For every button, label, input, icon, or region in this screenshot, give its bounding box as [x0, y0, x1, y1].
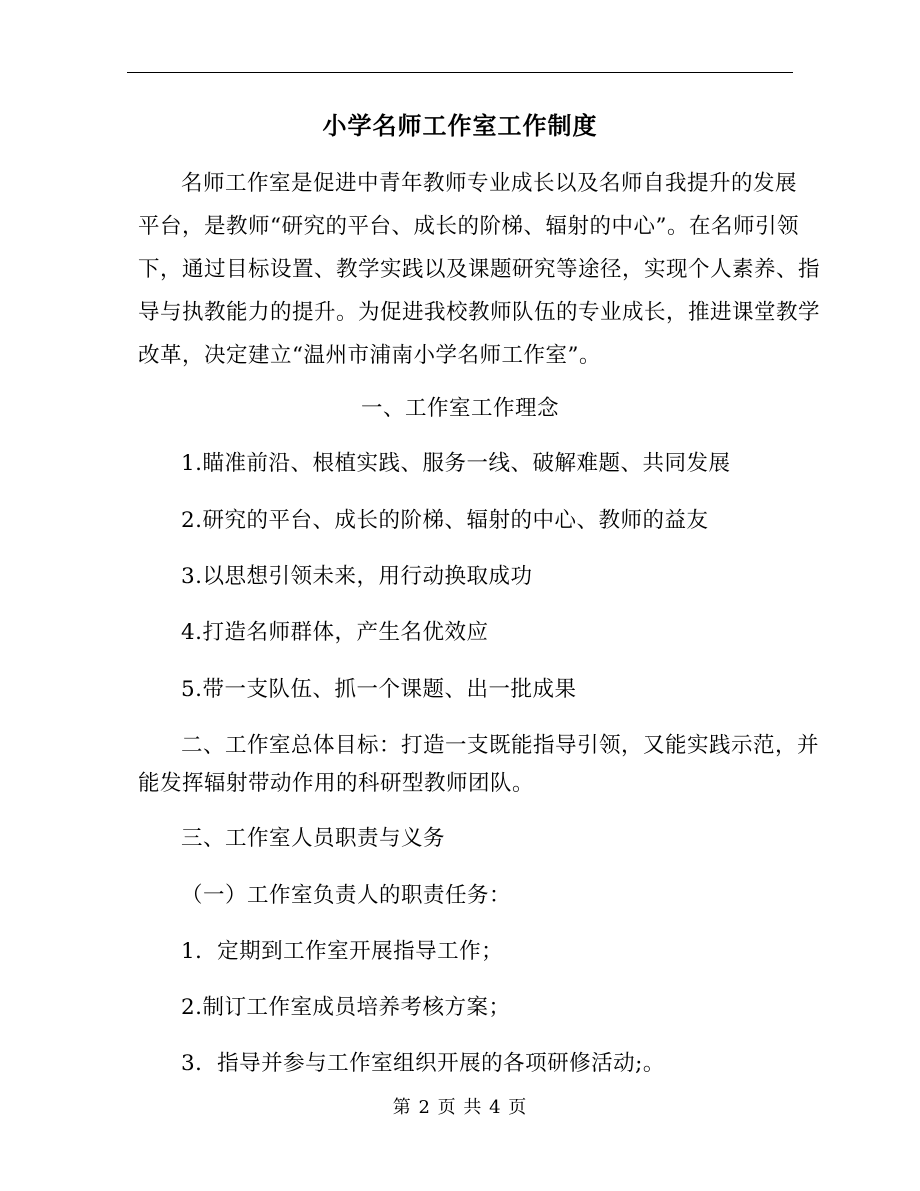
section-heading: 三、工作室人员职责与义务	[181, 826, 446, 851]
section2-line: 二、工作室总体目标：打造一支既能指导引领，又能实践示范，并	[181, 733, 820, 758]
section2-line: 能发挥辐射带动作用的科研型教师团队。	[138, 771, 535, 796]
intro-line: 导与执教能力的提升。为促进我校教师队伍的专业成长，推进课堂教学	[138, 300, 821, 325]
page-footer: 第 2 页 共 4 页	[392, 1097, 528, 1118]
intro-line: 平台，是教师“研究的平台、成长的阶梯、辐射的中心”。在名师引领	[138, 214, 799, 239]
header-rule	[127, 72, 793, 73]
list-item: 3．指导并参与工作室组织开展的各项研修活动;。	[181, 1051, 665, 1076]
list-item: 4.打造名师群体，产生名优效应	[181, 620, 489, 645]
list-item: 5.带一支队伍、抓一个课题、出一批成果	[181, 677, 577, 702]
list-item: 1．定期到工作室开展指导工作；	[181, 939, 504, 964]
list-item: 1.瞄准前沿、根植实践、服务一线、破解难题、共同发展	[181, 451, 731, 476]
intro-line: 改革，决定建立“温州市浦南小学名师工作室”。	[138, 343, 601, 368]
list-item: 3.以思想引领未来，用行动换取成功	[181, 564, 533, 589]
section-heading: 一、工作室工作理念	[360, 396, 559, 421]
list-item: 2.制订工作室成员培养考核方案；	[181, 995, 511, 1020]
document-title: 小学名师工作室工作制度	[322, 111, 598, 140]
intro-line: 下，通过目标设置、教学实践以及课题研究等途径，实现个人素养、指	[138, 257, 821, 282]
intro-line: 名师工作室是促进中青年教师专业成长以及名师自我提升的发展	[181, 171, 798, 196]
subsection-heading: （一）工作室负责人的职责任务：	[181, 883, 512, 908]
list-item: 2.研究的平台、成长的阶梯、辐射的中心、教师的益友	[181, 508, 709, 533]
